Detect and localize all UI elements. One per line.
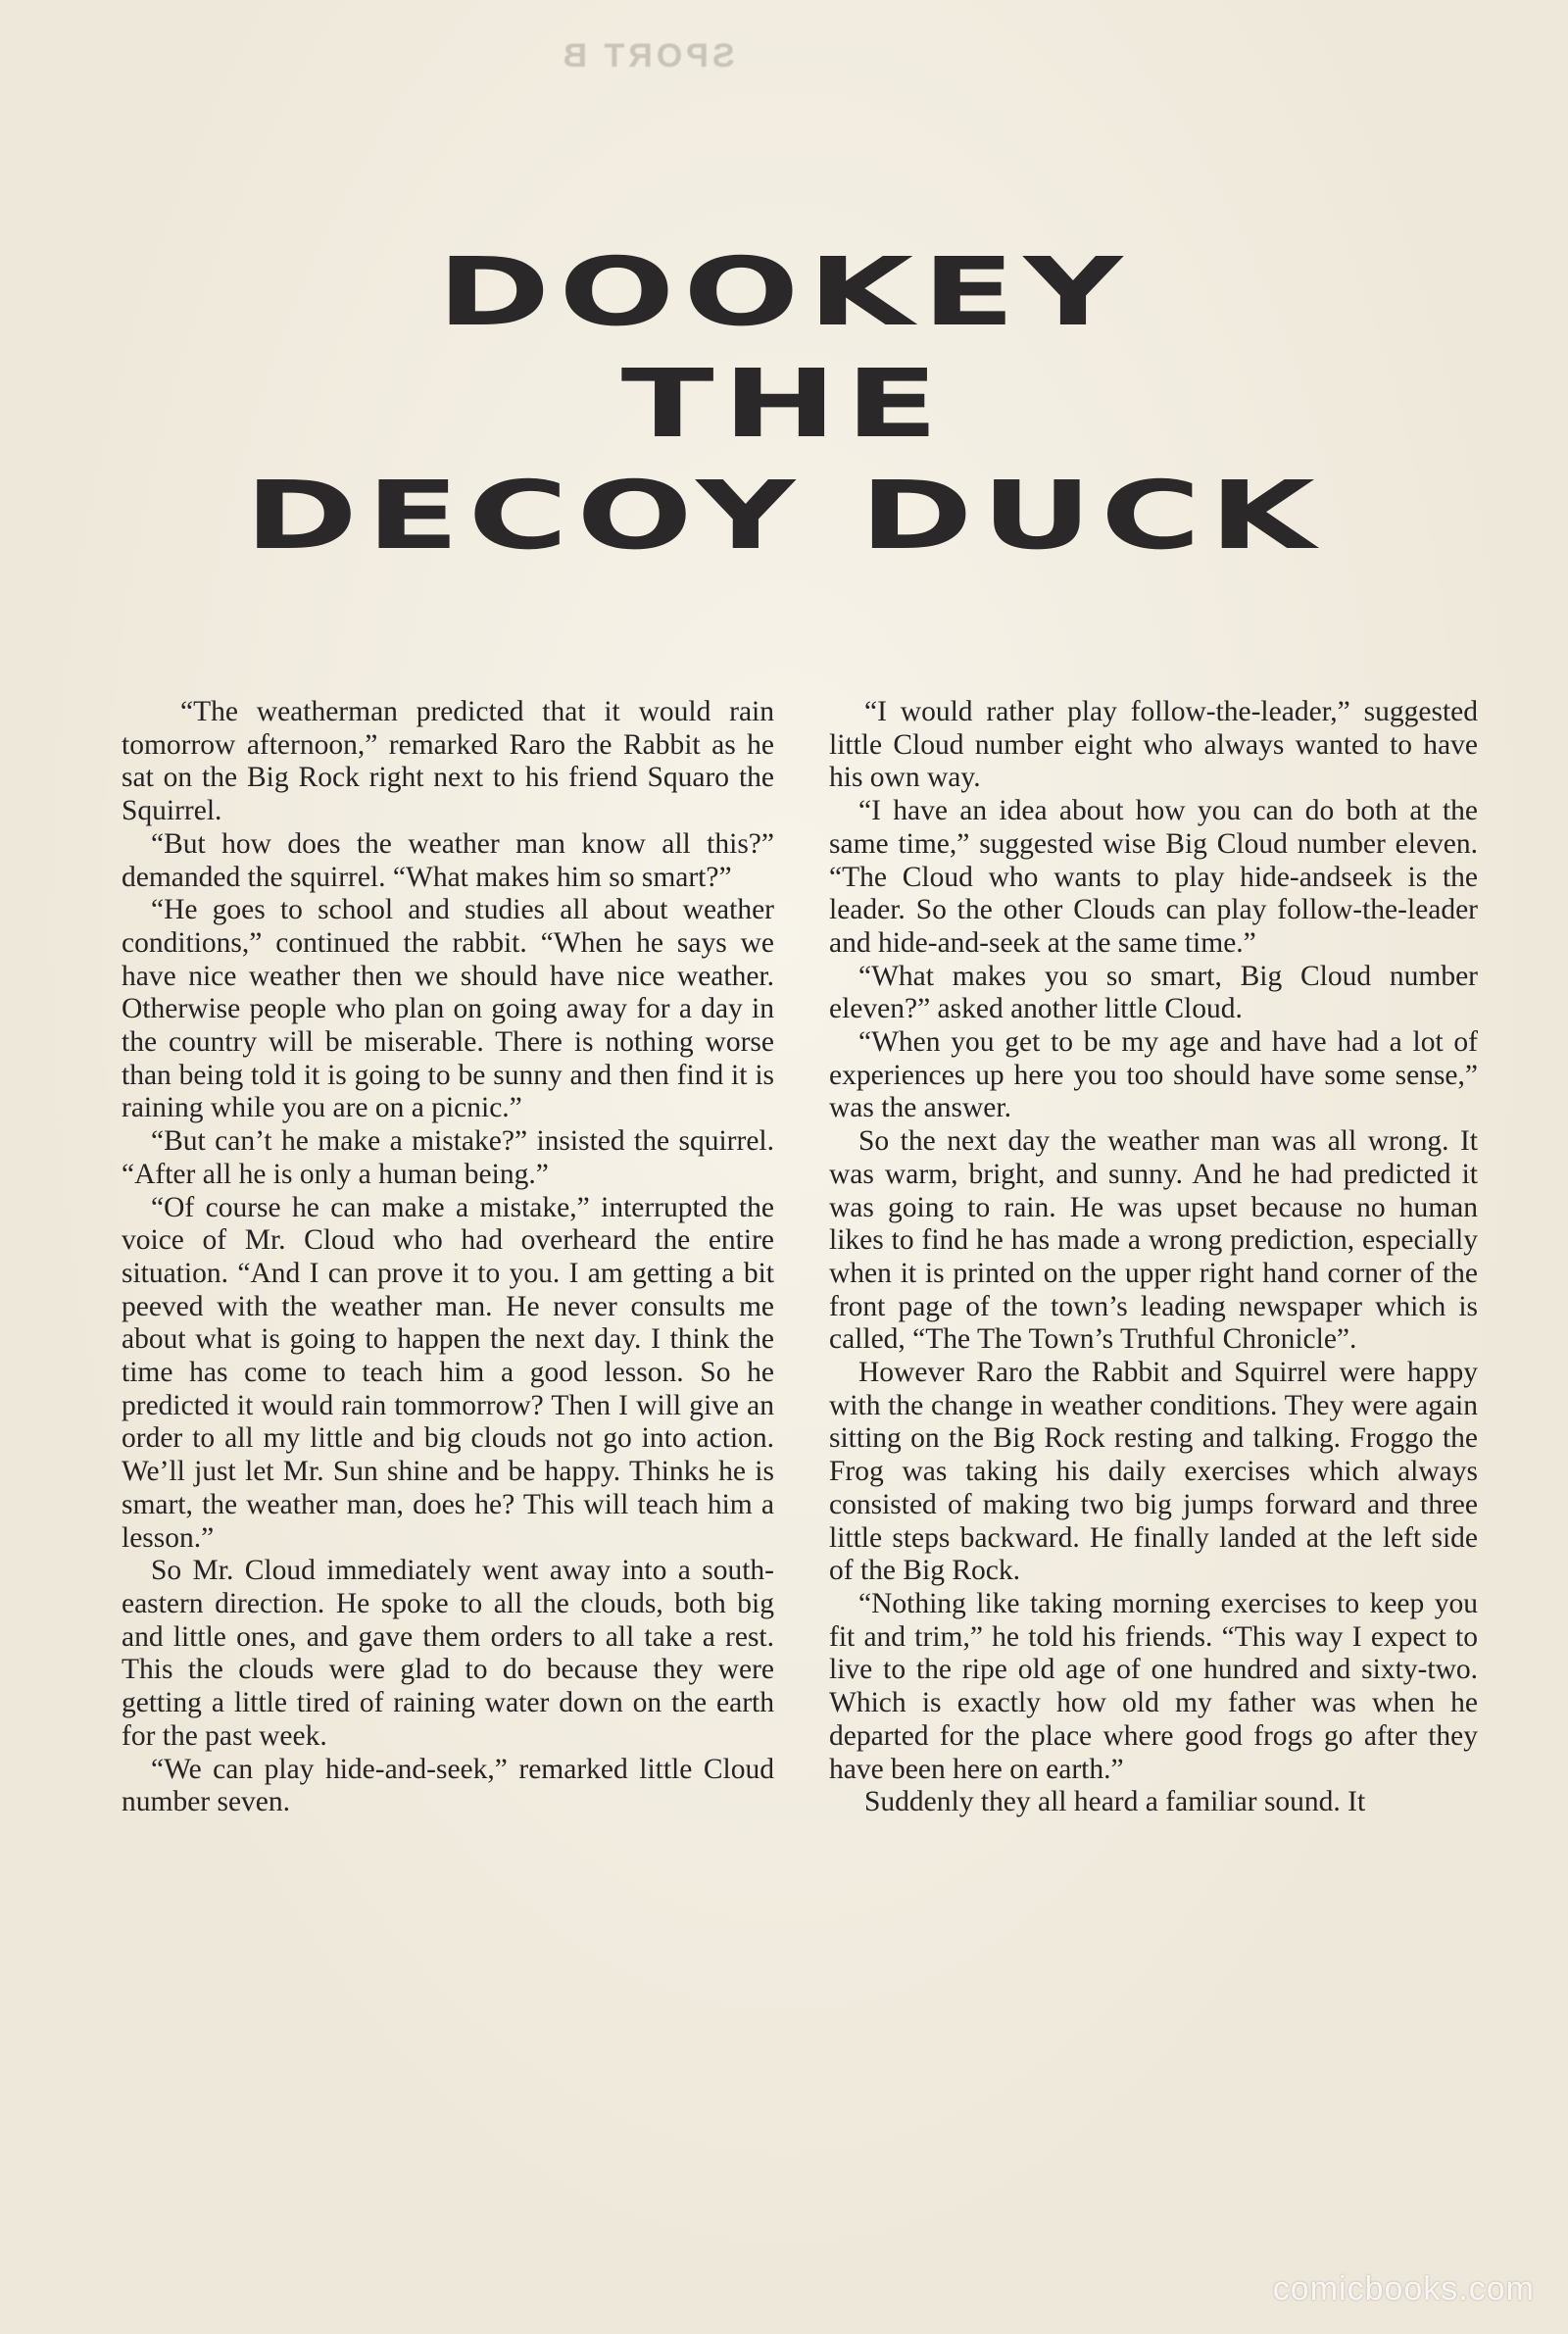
paragraph: “He goes to school and studies all about weather conditions,” continued the rabbit. “When he says we have nice weather then we should have nice weather. Otherwise people who plan on going away for a day in the country will be miserable. There is nothing worse than being told it is going to be sunny and then find it is raining while you are on a picnic.” bbox=[122, 894, 774, 1124]
paragraph: So the next day the weather man was all wrong. It was warm, bright, and sunny. And he had predicted it was going to rain. He was upset because no human likes to find he has made a wrong prediction, especially when it is printed on the upper right hand corner of the front page of the town’s leading newspaper which is called, “The The Town’s Truthful Chronicle”. bbox=[829, 1125, 1478, 1356]
title-line-2: THE bbox=[620, 349, 948, 459]
paragraph: “What makes you so smart, Big Cloud number eleven?” asked another little Cloud. bbox=[829, 960, 1478, 1025]
paragraph: “But can’t he make a mistake?” insisted the squirrel. “After all he is only a human being.” bbox=[122, 1125, 774, 1190]
paragraph: “But how does the weather man know all this?” demanded the squirrel. “What makes him so smart?” bbox=[122, 827, 774, 893]
title-line-3: DECOY DUCK bbox=[244, 461, 1324, 571]
paragraph: So Mr. Cloud immediately went away into a south-eastern direction. He spoke to all the clouds, both big and little ones, and gave them orders to all take a rest. This the clouds were glad to do because they were getting a little tired of raining water down on the earth for the past week. bbox=[122, 1555, 774, 1752]
title-line-1: DOOKEY bbox=[436, 237, 1132, 347]
left-column bbox=[122, 696, 774, 1819]
watermark: comicbooks.com bbox=[1272, 2270, 1535, 2308]
paragraph: However Raro the Rabbit and Squirrel were happy with the change in weather conditions. They were again sitting on the Big Rock resting and talking. Froggo the Frog was taking his daily exercises which always consisted of making two big jumps forward and three little steps backward. He finally landed at the left side of the Big Rock. bbox=[829, 1357, 1478, 1587]
paragraph: “Nothing like taking morning exercises to keep you fit and trim,” he told his friends. “This way I expect to live to the ripe old age of one hundred and sixty-two. Which is exactly how old my father was when he departed for the place where good frogs go after they have been here on earth.” bbox=[829, 1587, 1478, 1785]
paragraph: Suddenly they all heard a familiar sound. It bbox=[864, 1786, 1366, 1818]
paragraph: “I have an idea about how you can do both at the same time,” suggested wise Big Cloud number eleven. “The Cloud who wants to play hide-andseek is the leader. So the other Clouds can play follow-the-leader and hide-and-seek at the same time.” bbox=[829, 795, 1478, 959]
paragraph: “Of course he can make a mistake,” interrupted the voice of Mr. Cloud who had overheard the entire situation. “And I can prove it to you. I am getting a bit peeved with the weather man. He never consults me about what is going to happen the next day. I think the time has come to teach him a good lesson. So he predicted it would rain tommorrow? Then I will give an order to all my little and big clouds not go into action. We’ll just let Mr. Sun shine and be happy. Thinks he is smart, the weather man, does he? This will teach him a lesson.” bbox=[122, 1191, 774, 1554]
paragraph: “When you get to be my age and have had a lot of experiences up here you too should have some sense,” was the answer. bbox=[829, 1026, 1478, 1124]
paragraph: “I would rather play follow-the-leader,” suggested little Cloud number eight who always wanted to have his own way. bbox=[829, 696, 1478, 794]
right-column bbox=[829, 696, 1478, 1819]
show-through-text: SPORT B bbox=[559, 37, 735, 74]
story-title bbox=[0, 237, 1568, 580]
paragraph: “The weatherman predicted that it would rain tomorrow afternoon,” remarked Raro the Rabbit as he sat on the Big Rock right next to his friend Squaro the Squirrel. bbox=[122, 696, 774, 827]
paragraph: “We can play hide-and-seek,” remarked little Cloud number seven. bbox=[122, 1753, 774, 1818]
